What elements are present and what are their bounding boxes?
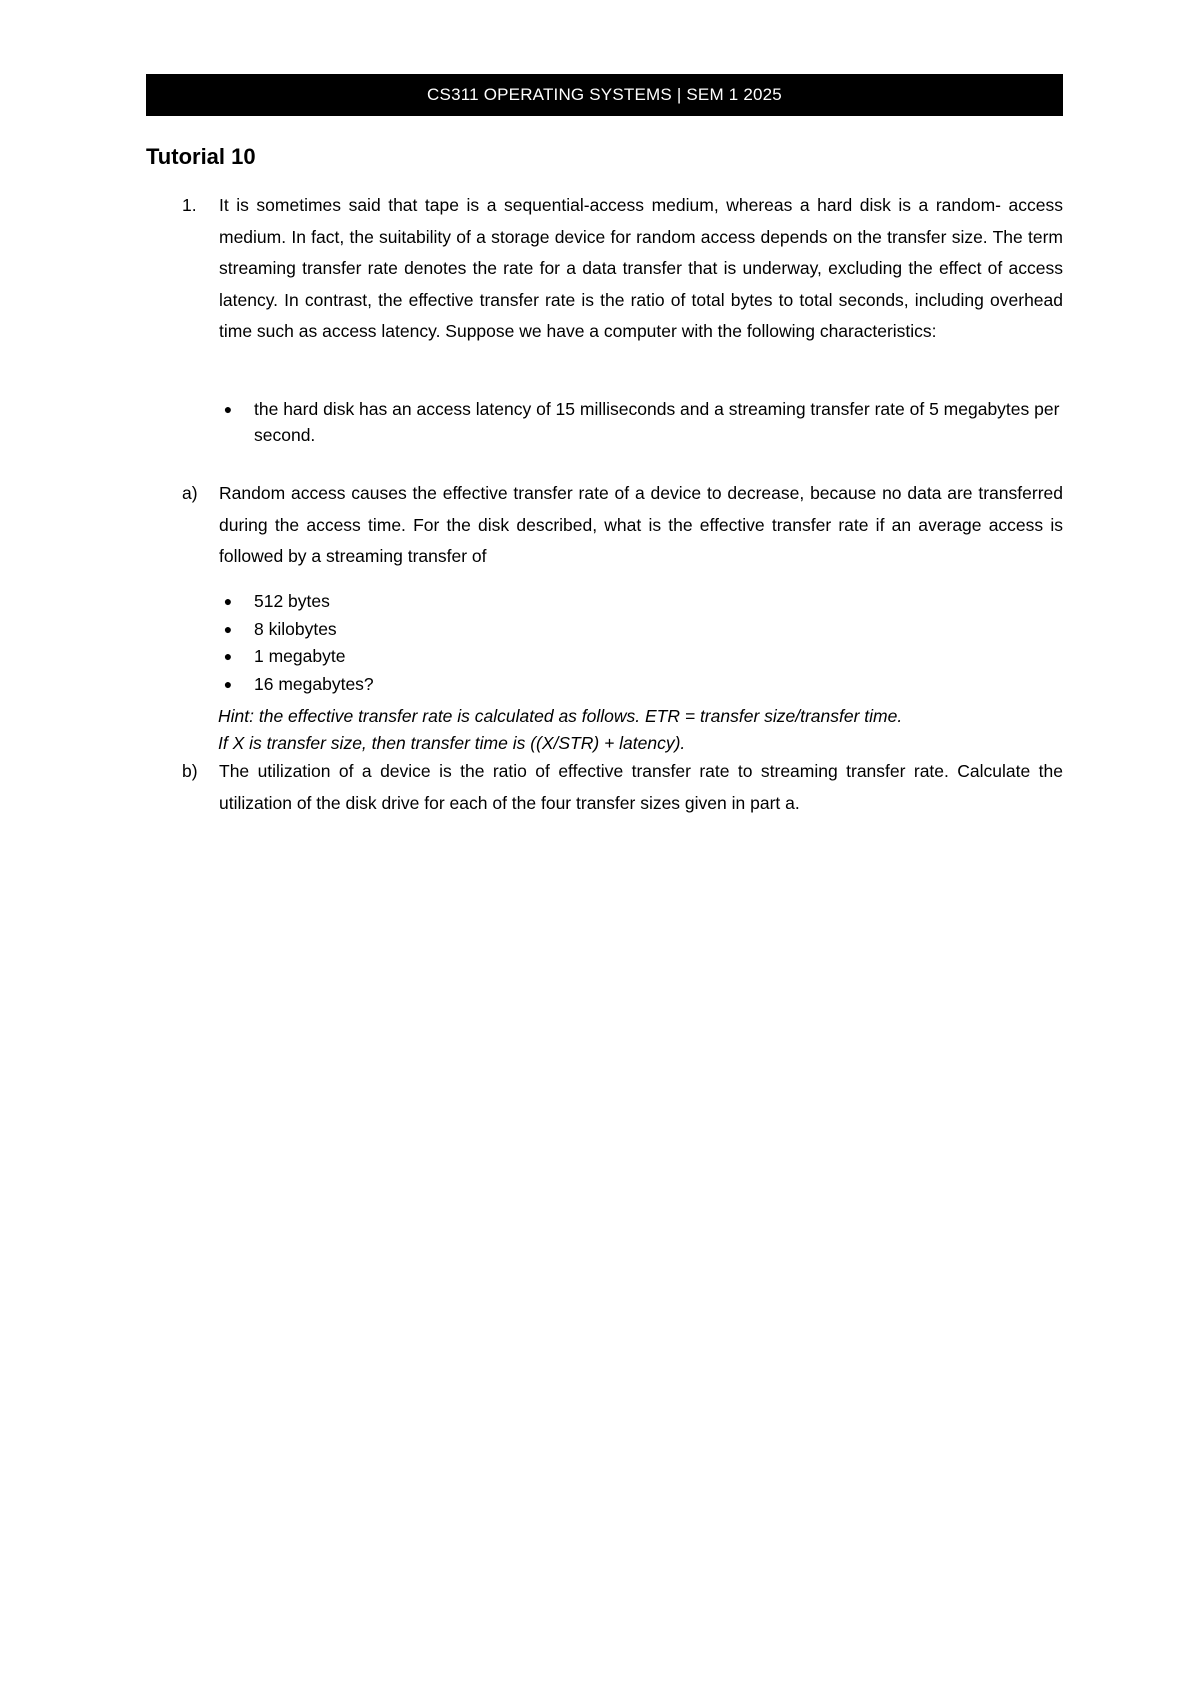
list-item-text: 8 kilobytes [254,618,337,639]
list-item-text: 1 megabyte [254,646,346,666]
bullet-icon: ● [223,675,233,692]
list-item-text: the hard disk has an access latency of 15 milliseconds and a streaming transfer rate of 5 megabytes per second. [254,399,1060,445]
hint-line-2: If X is transfer size, then transfer time is ((X/STR) + latency). [218,733,686,753]
question-1-number: 1. [182,195,197,215]
list-item [218,588,1063,616]
question-1 [146,190,1063,348]
page-title: Tutorial 10 [146,144,256,169]
list-item [218,671,1063,699]
part-b-text: The utilization of a device is the ratio of effective transfer rate to streaming transfer rate. Calculate the utilization of the disk drive for each of the four transfer sizes given in part a. [219,761,1063,813]
part-b [146,756,1063,819]
list-item-text: 16 megabytes? [254,673,374,694]
question-1-text: It is sometimes said that tape is a sequential-access medium, whereas a hard disk is a random- access medium. In fact, the suitability of a storage device for random access depends on the transfer size. The term streaming transfer rate denotes the rate for a data transfer that is underway, excluding the effect of access latency. In contrast, the effective transfer rate is the ratio of total bytes to total seconds, including overhead time such as access latency. Suppose we have a computer with the following characteristics: [219,195,1063,341]
part-a-label: a) [182,483,198,503]
bullet-icon: ● [223,620,233,637]
list-item [218,616,1063,644]
part-b-label: b) [182,761,198,781]
header-bar [146,74,1063,116]
bullet-icon: ● [223,593,233,609]
bullet-icon: ● [223,401,233,417]
header-text: CS311 OPERATING SYSTEMS | SEM 1 2025 [427,85,782,104]
hint [218,703,1063,757]
part-a [146,478,1063,573]
list-item-text: 512 bytes [254,591,330,611]
list-item [218,643,1063,671]
hint-line-1: Hint: the effective transfer rate is calculated as follows. ETR = transfer size/transfer time. [218,706,903,726]
part-a-text: Random access causes the effective transfer rate of a device to decrease, because no data are transferred during the access time. For the disk described, what is the effective transfer rate if an average access is followed by a streaming transfer of [219,483,1063,566]
transfer-sizes-list [218,588,1063,698]
bullet-icon: ● [223,648,233,664]
characteristics-list [218,396,1063,448]
list-item [218,396,1063,448]
